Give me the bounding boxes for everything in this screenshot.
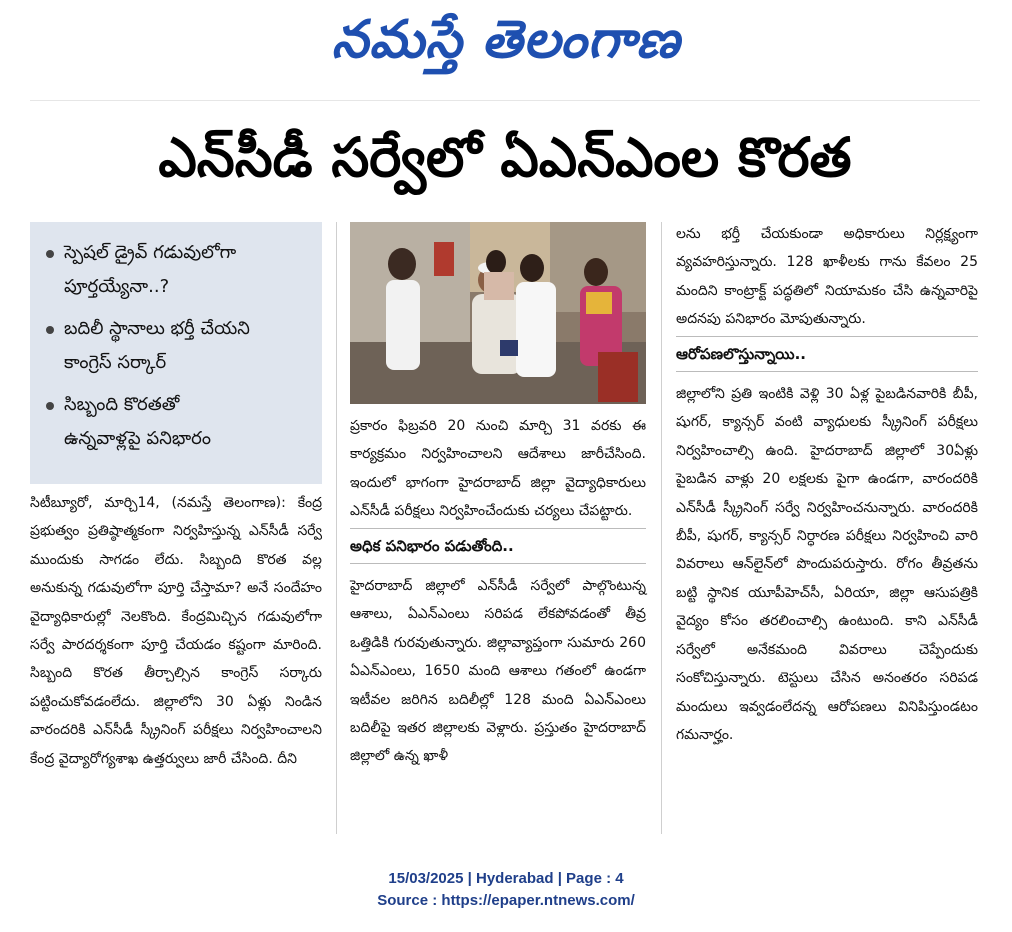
article-paragraph: హైదరాబాద్‌ జిల్లాలో ఎన్‌సీడీ సర్వేలో పాల్గొంటున్న ఆశాలు, ఏఎన్‌ఎంలు సరిపడ లేకపోవడంతో తీవ్ర ఒత్తిడికి గురవుతున్నారు. జిల్లావ్యాప్తంగా సుమారు 260 ఏఎన్‌ఎంలు, 1650 మంది ఆశాలు గతంలో ఉండగా ఇటీవల జరిగిన బదిలీల్లో 128 మంది ఏఎన్‌ఎంలు బదిలీపై ఇతర జిల్లాలకు వెళ్లారు. ప్రస్తుతం హైదరాబాద్‌ జిల్లాలో ఉన్న ఖాళీ	[350, 578, 646, 765]
page-footer	[0, 868, 1012, 912]
section-subhead: ఆరోపణలొస్తున్నాయి..	[676, 336, 978, 372]
bullet-icon	[46, 326, 54, 334]
highlight-item: సిబ్బంది కొరతతో ఉన్నవాళ్లపై పనిభారం	[46, 388, 312, 456]
article-paragraph: సిటీబ్యూరో, మార్చి14, (నమస్తే తెలంగాణ): కేంద్ర ప్రభుత్వం ప్రతిష్ఠాత్మకంగా నిర్వహిస్తున్న ఎన్‌సీడీ సర్వే ముందుకు సాగడం లేదు. సిబ్బంది కొరత వల్ల అనుకున్న గడువులోగా పూర్తి చేస్తామా? అనే సందేహం వైద్యాధికారుల్లో నెలకొంది. కేంద్రమిచ్చిన గడువులోగా సర్వే పారదర్శకంగా పూర్తి చేయడం కష్టంగా మారింది. సిబ్బంది కొరత తీర్చాల్సిన కాంగ్రెస్‌ సర్కారు పట్టించుకోవడంలేదు. జిల్లాలోని 30 ఏళ్లు నిండిన వారందరికి ఎన్‌సీడీ స్క్రీనింగ్‌ పరీక్షలు నిర్వహించాలని కేంద్ర వైద్యారోగ్యశాఖ ఉత్తర్వులు జారీ చేసింది. దీని	[30, 495, 322, 767]
section-subhead: అధిక పనిభారం పడుతోంది..	[350, 528, 646, 564]
column-divider	[661, 222, 662, 834]
article-column-2	[350, 412, 646, 771]
bullet-icon	[46, 402, 54, 410]
article-column-1	[30, 489, 322, 773]
highlights-box	[30, 222, 322, 484]
masthead	[0, 0, 1012, 92]
article-paragraph: లను భర్తీ చేయకుండా అధికారులు నిర్లక్ష్యంగా వ్యవహరిస్తున్నారు. 128 ఖాళీలకు గాను కేవలం 25 మందిని కాంట్రాక్ట్‌ పద్ధతిలో నియామకం చేసి ఉన్నవారిపై అదనపు పనిభారం మోపుతున్నారు.	[676, 226, 978, 328]
article-photo	[350, 222, 646, 404]
highlight-item: బదిలీ స్థానాలు భర్తీ చేయని కాంగ్రెస్‌ సర్కార్‌	[46, 312, 312, 380]
masthead-divider	[30, 100, 980, 101]
article-paragraph: ప్రకారం ఫిబ్రవరి 20 నుంచి మార్చి 31 వరకు ఈ కార్యక్రమం నిర్వహించాలని ఆదేశాలు జారీచేసింది. ఇందులో భాగంగా హైదరాబాద్‌ జిల్లా వైద్యాధికారులు ఎన్‌సీడీ పరీక్షలు నిర్వహించేందుకు చర్యలు చేపట్టారు.	[350, 418, 646, 520]
bullet-icon	[46, 250, 54, 258]
article-headline: ఎన్‌సీడీ సర్వేలో ఏఎన్‌ఎంల కొరత	[158, 126, 852, 189]
article-column-3	[676, 220, 978, 749]
health-screening-photo	[350, 222, 646, 404]
newspaper-logo: నమస్తే తెలంగాణ	[331, 10, 681, 70]
source-link[interactable]: Source : https://epaper.ntnews.com/	[377, 892, 635, 909]
column-divider	[336, 222, 337, 834]
article-paragraph: జిల్లాలోని ప్రతి ఇంటికి వెళ్లి 30 ఏళ్ల పైబడినవారికి బీపీ, షుగర్‌, క్యాన్సర్‌ వంటి వ్యాధులకు స్క్రీనింగ్‌ పరీక్షలు నిర్వహించాల్సి ఉంది. హైదరాబాద్‌ జిల్లాలో 30ఏళ్లు పైబడిన వాళ్లు 20 లక్షలకు పైగా ఉండగా, వారందరికి ఎన్‌సీడీ స్క్రీనింగ్‌ సర్వే నిర్వహించనున్నారు. వారందరికి బీపీ, షుగర్‌, క్యాన్సర్‌ నిర్ధారణ పరీక్షలు నిర్వహించి వారి వివరాలు ఆన్‌లైన్‌లో పొందుపరుస్తారు. రోగం తీవ్రతను బట్టి స్థానిక యూపీహెచ్‌సీ, ఏరియా, జిల్లా ఆసుపత్రికి వైద్యం కోసం తరలించాల్సి ఉంటుంది. కాని ఎన్‌సీడీ సర్వేలో అనేకమంది వివరాలు చెప్పేందుకు సంకోచిస్తున్నారు. టెస్టులు చేసిన అనంతరం సరిపడ మందులు ఇవ్వడంలేదన్న ఆరోపణలు వినిపిస్తుండటం గమనార్హం.	[676, 386, 978, 743]
highlight-item: స్పెషల్‌ డ్రైవ్‌ గడువులోగా పూర్తయ్యేనా..?	[46, 236, 312, 304]
publication-info: 15/03/2025 | Hyderabad | Page : 4	[388, 870, 624, 887]
